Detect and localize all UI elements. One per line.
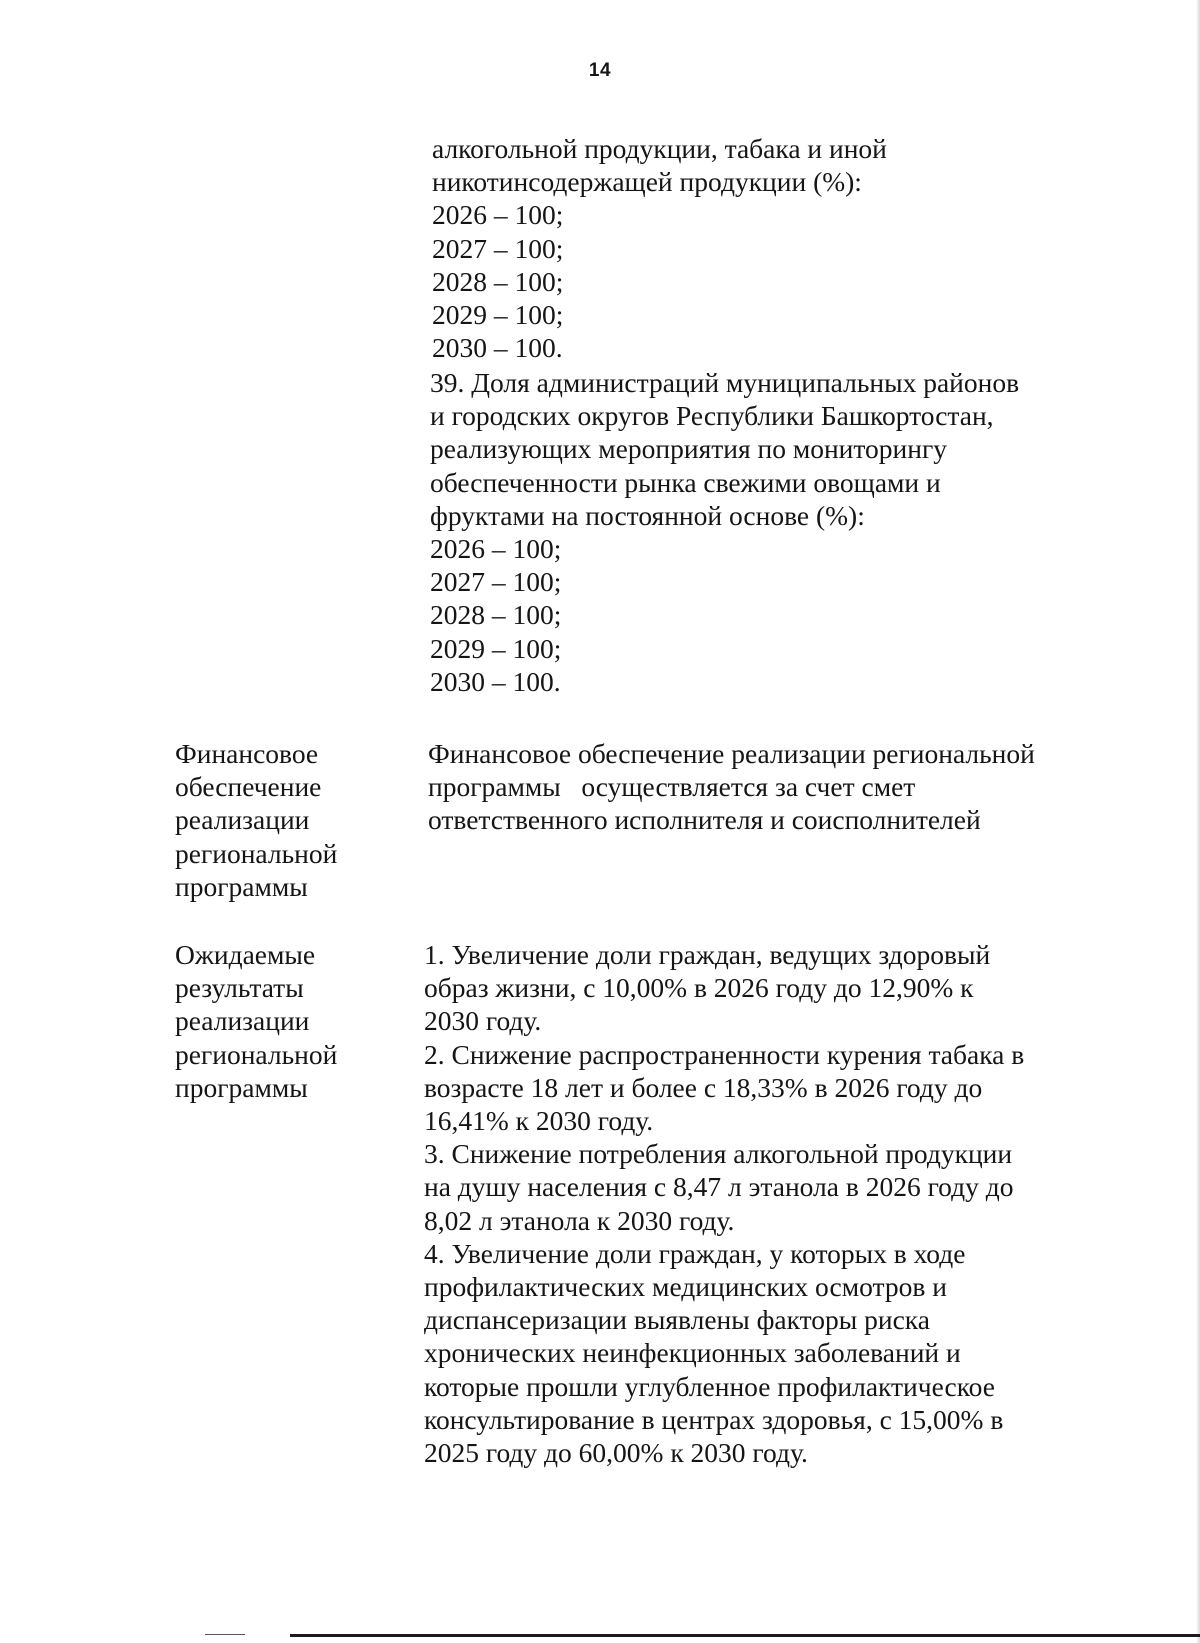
text-line: возрасте 18 лет и более с 18,33% в 2026 году до (424, 1071, 983, 1103)
text-line: обеспеченности рынка свежими овощами и (430, 466, 941, 498)
label-line: результаты (175, 972, 304, 1004)
indicator-39 (430, 366, 1019, 698)
text-line: 2026 – 100; (430, 533, 562, 565)
label-line: Ожидаемые (175, 939, 316, 970)
text-line: фруктами на постоянной основе (%): (430, 499, 865, 531)
scan-edge-bottom (290, 1634, 1200, 1637)
label-line: региональной (175, 837, 338, 869)
text-line: на душу населения с 8,47 л этанола в 2026 году до (424, 1171, 1014, 1203)
expected-results-label (175, 938, 337, 1104)
text-line: консультирование в центрах здоровья, с 15,00% в (424, 1403, 1004, 1435)
label-line: программы (175, 1071, 308, 1103)
text-line: алкогольной продукции, табака и иной (432, 133, 887, 164)
text-line: программы осуществляется за счет смет (428, 771, 916, 803)
financing-value (428, 737, 1035, 837)
financing-label (175, 737, 337, 903)
text-line: никотинсодержащей продукции (%): (432, 166, 862, 198)
scan-edge (1196, 0, 1200, 1643)
text-line: ответственного исполнителя и соисполнителей (428, 804, 981, 836)
text-line: Финансовое обеспечение реализации региональной (428, 738, 1035, 769)
text-line: 16,41% к 2030 году. (424, 1105, 654, 1137)
label-line: региональной (175, 1038, 338, 1070)
text-line: 2029 – 100; (432, 299, 564, 331)
expected-results-value (424, 938, 1024, 1469)
text-line: 2027 – 100; (430, 566, 562, 598)
text-line: 2030 – 100. (432, 332, 563, 364)
text-line: 3. Снижение потребления алкогольной продукции (424, 1138, 1013, 1170)
text-line: профилактических медицинских осмотров и (424, 1271, 947, 1303)
text-line: диспансеризации выявлены факторы риска (424, 1304, 930, 1336)
text-line: 39. Доля администраций муниципальных районов (430, 367, 1020, 398)
scan-edge-bottom-left (205, 1634, 245, 1635)
text-line: 2. Снижение распространенности курения табака в (424, 1038, 1025, 1070)
text-line: реализующих мероприятия по мониторингу (430, 433, 948, 465)
indicator-continuation (432, 132, 887, 364)
text-line: 1. Увеличение доли граждан, ведущих здоровый (424, 939, 991, 970)
text-line: 2025 году до 60,00% к 2030 году. (424, 1437, 808, 1469)
text-line: которые прошли углубленное профилактическое (424, 1370, 995, 1402)
text-line: 2028 – 100; (432, 265, 564, 297)
label-line: реализации (175, 1005, 310, 1037)
text-line: 8,02 л этанола к 2030 году. (424, 1204, 735, 1236)
text-line: 2028 – 100; (430, 599, 562, 631)
text-line: 4. Увеличение доли граждан, у которых в ходе (424, 1237, 966, 1269)
text-line: 2030 – 100. (430, 665, 561, 697)
text-line: образ жизни, с 10,00% в 2026 году до 12,90% к (424, 972, 974, 1004)
label-line: Финансовое (175, 738, 319, 769)
text-line: 2029 – 100; (430, 632, 562, 664)
text-line: 2027 – 100; (432, 232, 564, 264)
text-line: хронических неинфекционных заболеваний и (424, 1337, 961, 1369)
text-line: и городских округов Республики Башкортостан, (430, 400, 994, 432)
label-line: обеспечение (175, 771, 322, 803)
text-line: 2030 году. (424, 1005, 542, 1037)
text-line: 2026 – 100; (432, 199, 564, 231)
label-line: программы (175, 870, 308, 902)
page-number: 14 (588, 60, 612, 81)
label-line: реализации (175, 804, 310, 836)
